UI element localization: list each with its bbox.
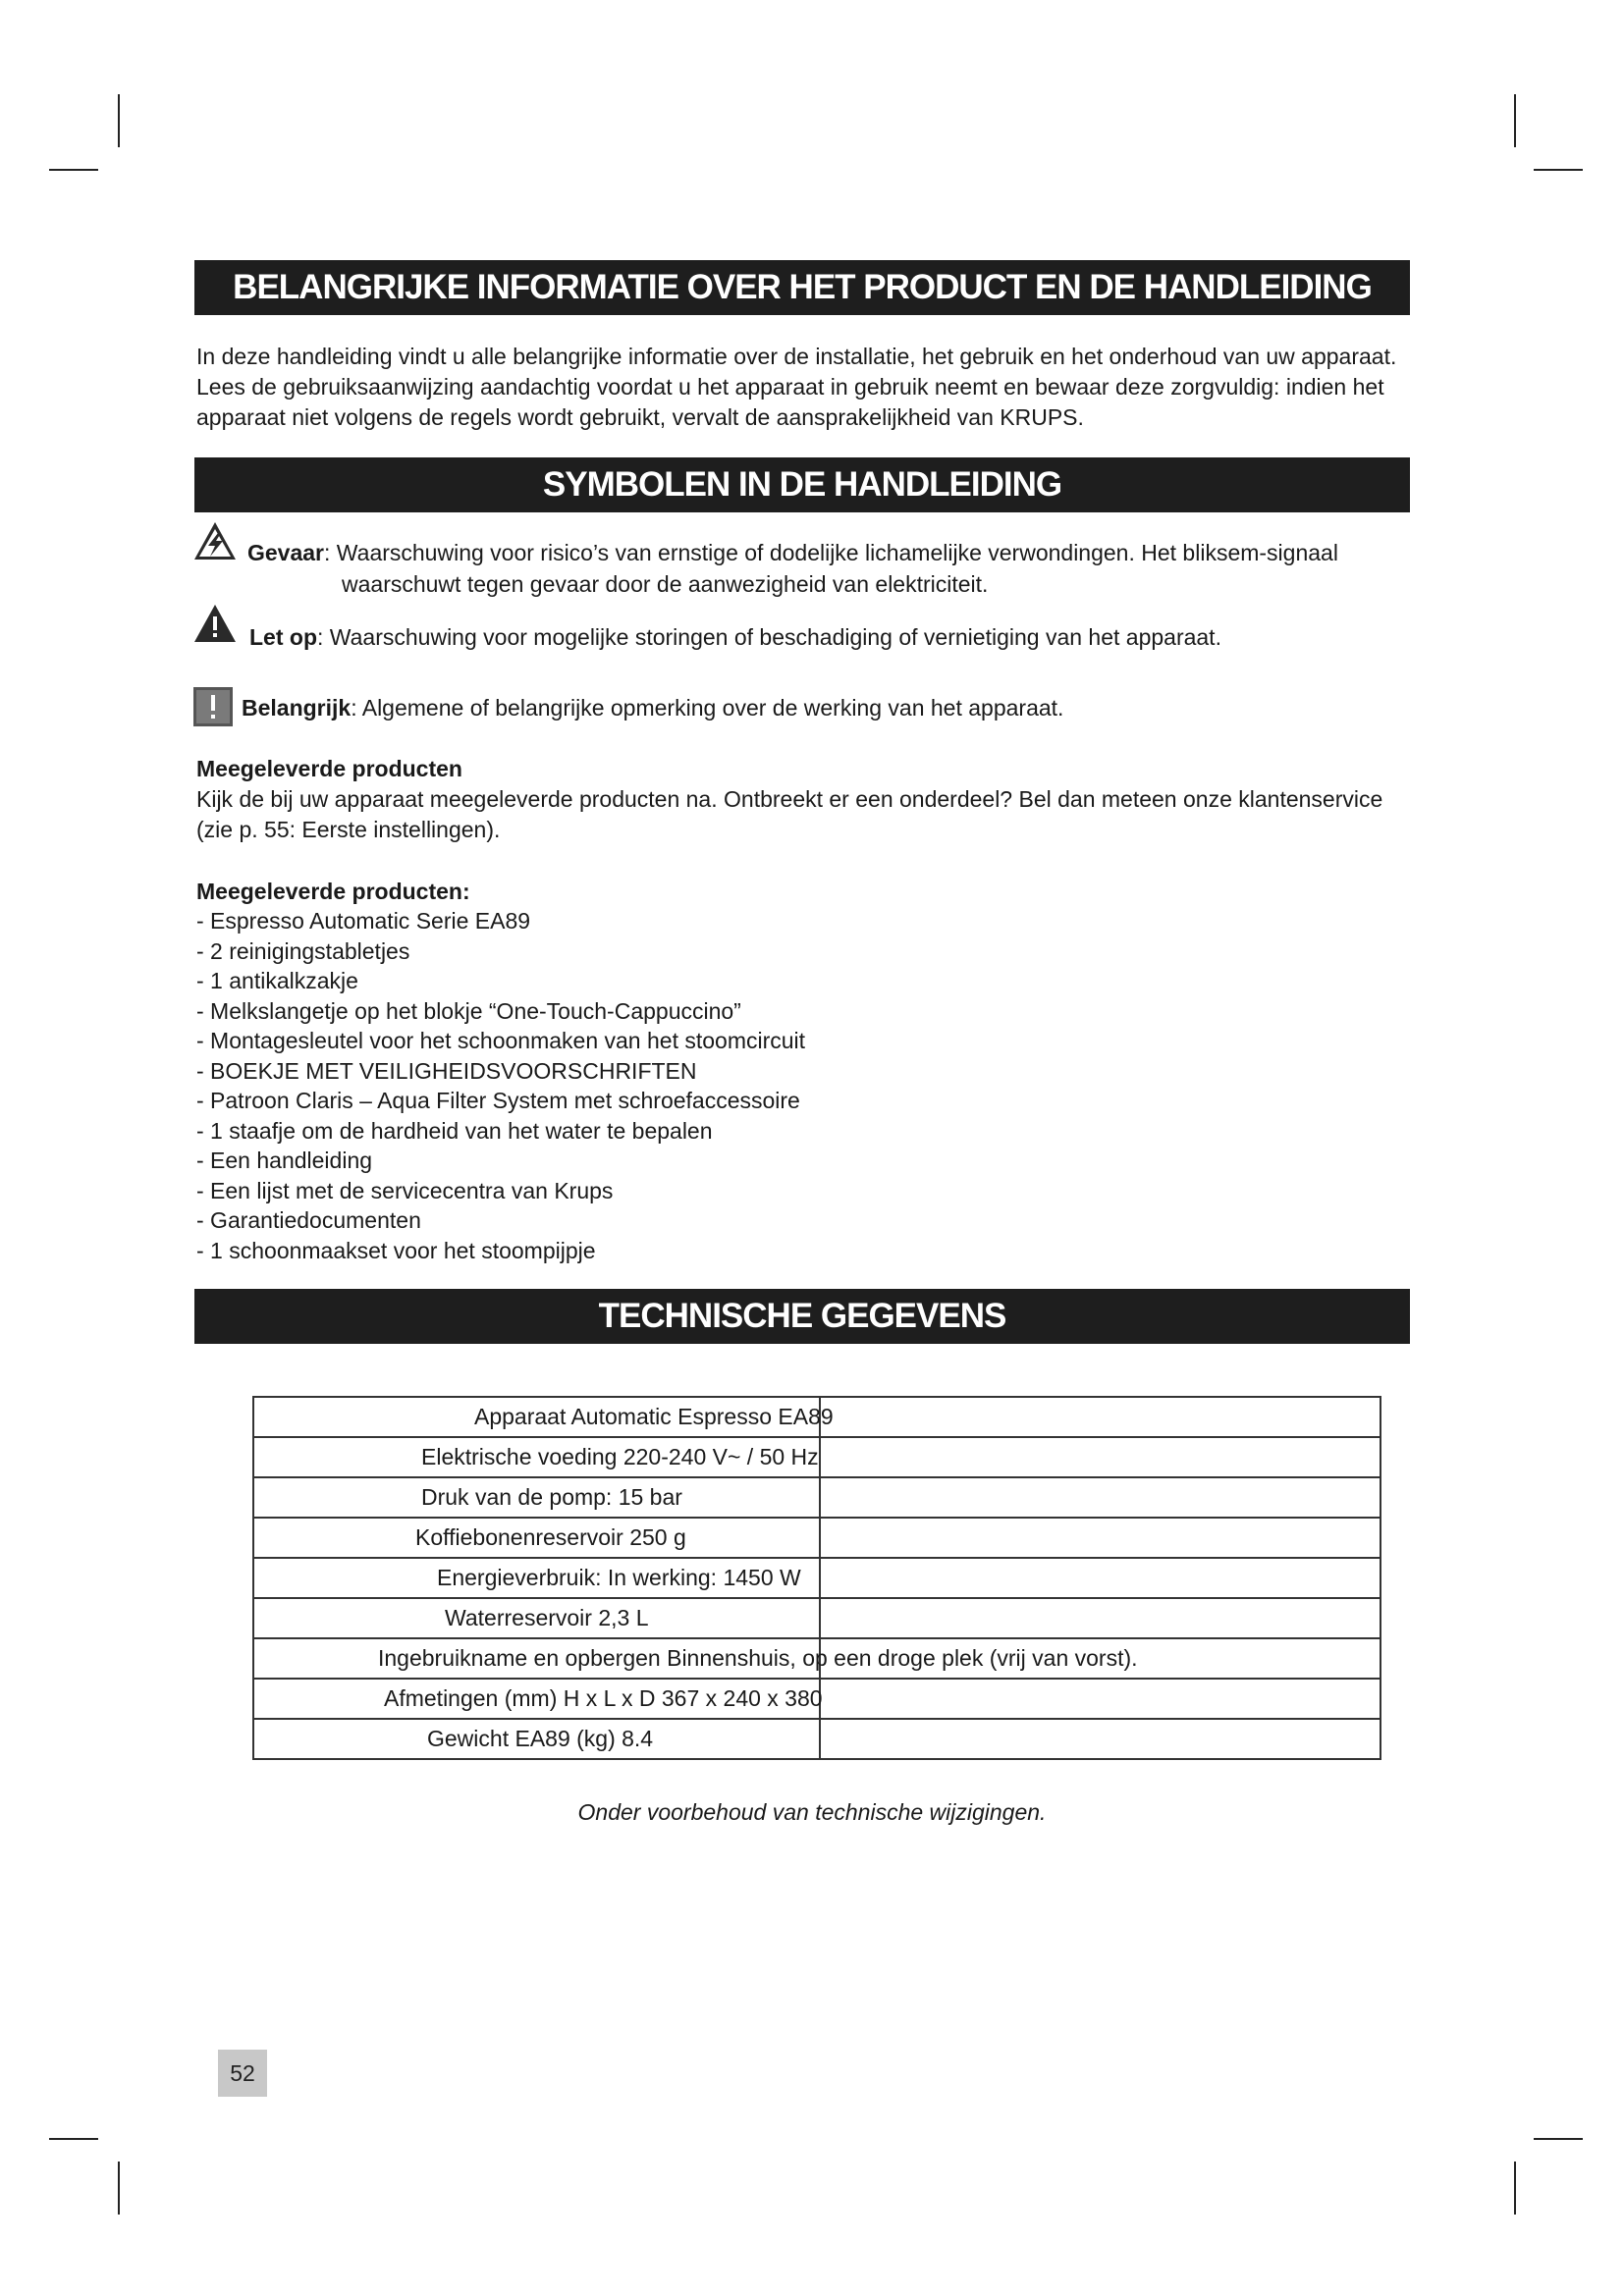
symbol-description: : Algemene of belangrijke opmerking over de werking van het apparaat.: [351, 695, 1064, 721]
technical-note: Onder voorbehoud van technische wijzigingen.: [577, 1799, 1047, 1825]
table-row: [253, 1558, 1380, 1598]
symbol-caution: [249, 622, 1221, 653]
crop-mark: [1534, 169, 1583, 171]
supplied-paragraph: Kijk de bij uw apparaat meegeleverde producten na. Ontbreekt er een onderdeel? Bel dan meteen onze klantenservice (zie p. 55: Eerste instellingen).: [196, 786, 1383, 842]
table-cell-text: Ingebruikname en opbergen Binnenshuis, op een droge plek (vrij van vorst).: [378, 1645, 1138, 1671]
crop-mark: [1534, 2138, 1583, 2140]
symbol-term: Belangrijk: [242, 695, 352, 721]
list-item: - 2 reinigingstabletjes: [196, 937, 410, 964]
lightning-warning-icon: [192, 520, 238, 561]
caution-triangle-icon: [192, 603, 238, 644]
list-item: - Melkslangetje op het blokje “One-Touch-Cappuccino”: [196, 997, 741, 1024]
list-item: - BOEKJE MET VEILIGHEIDSVOORSCHRIFTEN: [196, 1057, 697, 1084]
crop-mark: [49, 2138, 98, 2140]
table-row: [253, 1397, 1380, 1437]
intro-paragraph: In deze handleiding vindt u alle belangrijke informatie over de installatie, het gebruik en het onderhoud van uw apparaat. Lees de gebruiksaanwijzing aandachtig voordat u het apparaat in gebruik neemt en bewaar deze zorgvuldig: indien het apparaat niet volgens de regels wordt gebruikt, vervalt de aansprakelijkheid van KRUPS.: [196, 344, 1397, 430]
symbol-description: : Waarschuwing voor mogelijke storingen of beschadiging of vernietiging van het apparaat.: [317, 624, 1221, 650]
table-row: [253, 1518, 1380, 1558]
symbol-important: [242, 693, 1063, 723]
list-item: - Montagesleutel voor het schoonmaken van het stoomcircuit: [196, 1028, 806, 1053]
crop-mark: [1514, 94, 1516, 147]
table-cell-text: Energieverbruik: In werking: 1450 W: [437, 1565, 801, 1590]
symbol-description: : Waarschuwing voor risico’s van ernstige of dodelijke lichamelijke verwondingen. Het bliksem-signaal: [324, 540, 1338, 565]
table-cell-text: Apparaat Automatic Espresso EA89: [474, 1404, 834, 1429]
symbol-term: Let op: [249, 624, 317, 650]
exclamation-box-icon: [193, 687, 233, 726]
list-item: - 1 antikalkzakje: [196, 968, 358, 993]
supplied-heading: Meegeleverde producten: [196, 756, 462, 781]
supplied-list-heading: Meegeleverde producten:: [196, 879, 470, 904]
supplied-list: [196, 906, 805, 1265]
table-row: [253, 1437, 1380, 1477]
table-row: [253, 1679, 1380, 1719]
crop-mark: [118, 2162, 120, 2215]
technical-data-table: [252, 1396, 1381, 1760]
table-row: [253, 1719, 1380, 1759]
list-item: - 1 staafje om de hardheid van het water te bepalen: [196, 1117, 713, 1144]
table-row: [253, 1477, 1380, 1518]
crop-mark: [49, 169, 98, 171]
page-number: 52: [218, 2050, 267, 2097]
list-item: - Een handleiding: [196, 1148, 373, 1173]
table-cell-text: Druk van de pomp: 15 bar: [421, 1484, 682, 1510]
table-cell-text: Elektrische voeding 220-240 V~ / 50 Hz: [421, 1444, 819, 1469]
section-heading-symbols: SYMBOLEN IN DE HANDLEIDING: [194, 457, 1410, 512]
table-cell-text: Gewicht EA89 (kg) 8.4: [427, 1726, 654, 1751]
symbol-description-continued: waarschuwt tegen gevaar door de aanwezigheid van elektriciteit.: [342, 571, 989, 597]
symbol-danger: [247, 538, 1338, 568]
crop-mark: [1514, 2162, 1516, 2215]
list-item: - 1 schoonmaakset voor het stoompijpje: [196, 1237, 596, 1263]
section-heading-technical-data: TECHNISCHE GEGEVENS: [194, 1289, 1410, 1344]
table-row: [253, 1598, 1380, 1638]
list-item: - Patroon Claris – Aqua Filter System met schroefaccessoire: [196, 1088, 800, 1113]
list-item: - Een lijst met de servicecentra van Krups: [196, 1177, 614, 1203]
table-cell-text: Koffiebonenreservoir 250 g: [415, 1524, 686, 1550]
list-item: - Garantiedocumenten: [196, 1207, 421, 1233]
table-cell-text: Waterreservoir 2,3 L: [445, 1605, 649, 1630]
list-item: - Espresso Automatic Serie EA89: [196, 908, 531, 934]
section-heading-important-info: BELANGRIJKE INFORMATIE OVER HET PRODUCT EN DE HANDLEIDING: [194, 260, 1410, 315]
symbol-term: Gevaar: [247, 540, 325, 565]
crop-mark: [118, 94, 120, 147]
table-cell-text: Afmetingen (mm) H x L x D 367 x 240 x 380: [384, 1685, 823, 1711]
table-row: [253, 1638, 1380, 1679]
